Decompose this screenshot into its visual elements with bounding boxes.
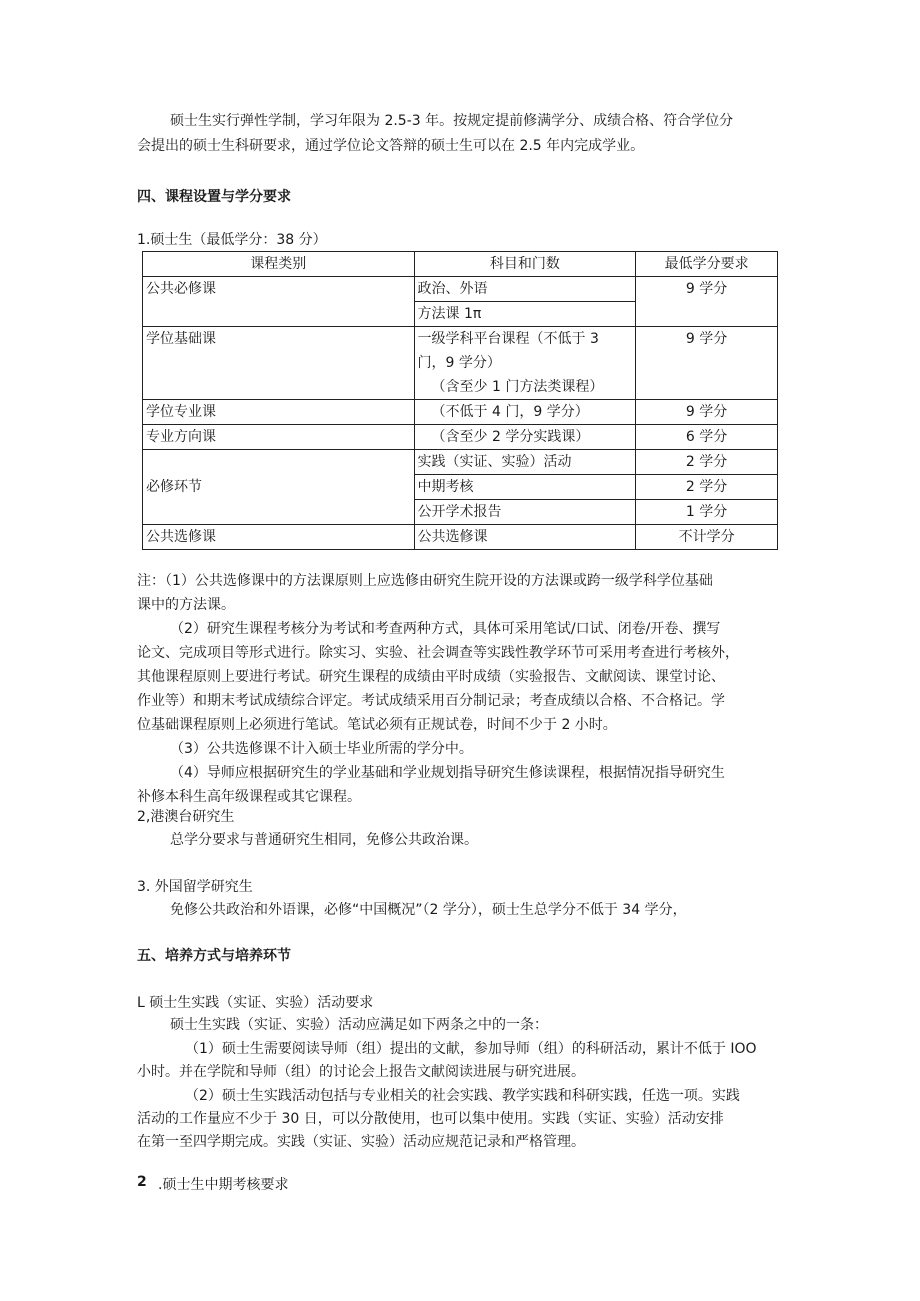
masters-subheading: 1.硕士生（最低学分：38 分） — [137, 232, 327, 248]
note-3: （3）公共选修课不计入硕士毕业所需的学分中。 — [170, 741, 473, 757]
note-2-line-3: 其他课程原则上要进行考试。研究生课程的成绩由平时成绩（实验报告、文献阅读、课堂讨论、 — [137, 669, 725, 685]
category-direction: 专业方向课 — [143, 425, 415, 450]
intro-line-2: 会提出的硕士生科研要求，通过学位论文答辩的硕士生可以在 2.5 年内完成学业。 — [137, 138, 645, 154]
credits-degree-basic: 9 学分 — [636, 327, 778, 400]
subject-direction: （含至少 2 学分实践课） — [414, 425, 636, 450]
credits-public-report: 1 学分 — [636, 500, 778, 525]
note-2-line-4: 作业等）和期末考试成绩综合评定。考试成绩采用百分制记录；考查成绩以合格、不合格记。学 — [137, 693, 725, 709]
subject-degree-basic — [414, 327, 636, 400]
hmt-text: 总学分要求与普通研究生相同，免修公共政治课。 — [170, 832, 478, 848]
credits-degree-major: 9 学分 — [636, 400, 778, 425]
section-5-heading: 五、培养方式与培养环节 — [137, 948, 291, 964]
practice-subheading: L 硕士生实践（实证、实验）活动要求 — [137, 995, 374, 1011]
subject-politics-language: 政治、外语 — [414, 277, 636, 302]
hmt-subheading: 2,港澳台研究生 — [137, 809, 235, 825]
note-4-line-2: 补修本科生高年级课程或其它课程。 — [137, 789, 361, 805]
note-2-line-5: 位基础课程原则上必须进行笔试。笔试必须有正规试卷，时间不少于 2 小时。 — [137, 717, 617, 733]
note-2-line-1: （2）研究生课程考核分为考试和考查两种方式，具体可采用笔试/口试、闭卷/开卷、撰写 — [170, 621, 721, 637]
credits-practice-activity: 2 学分 — [636, 450, 778, 475]
intro-line-1: 硕士生实行弹性学制，学习年限为 2.5-3 年。按规定提前修满学分、成绩合格、符合学位分 — [170, 113, 734, 129]
category-degree-basic: 学位基础课 — [143, 327, 415, 400]
note-4-line-1: （4）导师应根据研究生的学业基础和学业规划指导研究生修读课程，根据情况指导研究生 — [170, 765, 725, 781]
subject-public-elective: 公共选修课 — [414, 525, 636, 550]
note-1-line-2: 课中的方法课。 — [137, 597, 235, 613]
category-degree-major: 学位专业课 — [143, 400, 415, 425]
table-header-subject: 科目和门数 — [414, 252, 636, 277]
table-row — [143, 327, 778, 400]
subject-method-course: 方法课 1π — [414, 302, 636, 327]
table-row — [143, 425, 778, 450]
practice-option-1-line-1: （1）硕士生需要阅读导师（组）提出的文献，参加导师（组）的科研活动，累计不低于 IOO — [185, 1041, 757, 1057]
practice-option-2-line-3: 在第一至四学期完成。实践（实证、实验）活动应规范记录和严格管理。 — [137, 1134, 585, 1150]
table-header-row — [143, 252, 778, 277]
table-row — [143, 400, 778, 425]
practice-option-1-line-2: 小时。并在学院和导师（组）的讨论会上报告文献阅读进展与研究进展。 — [137, 1064, 585, 1080]
subject-degree-basic-line-2: 门，9 学分） — [417, 355, 501, 371]
midterm-subheading-number: 2 — [137, 1174, 147, 1190]
table-row — [143, 525, 778, 550]
table-row — [143, 277, 778, 302]
category-public-required: 公共必修课 — [143, 277, 415, 327]
subject-degree-basic-line-1: 一级学科平台课程（不低于 3 — [417, 331, 599, 347]
midterm-subheading: .硕士生中期考核要求 — [158, 1177, 289, 1193]
subject-practice-activity: 实践（实证、实验）活动 — [414, 450, 636, 475]
foreign-text: 免修公共政治和外语课，必修“中国概况”（2 学分），硕士生总学分不低于 34 学分， — [170, 902, 687, 918]
practice-option-2-line-1: （2）硕士生实践活动包括与专业相关的社会实践、教学实践和科研实践，任选一项。实践 — [185, 1088, 740, 1104]
section-4-heading: 四、课程设置与学分要求 — [137, 189, 291, 205]
category-public-elective: 公共选修课 — [143, 525, 415, 550]
subject-degree-major: （不低于 4 门，9 学分） — [414, 400, 636, 425]
foreign-subheading: 3. 外国留学研究生 — [137, 879, 253, 895]
practice-option-2-line-2: 活动的工作量应不少于 30 日，可以分散使用，也可以集中使用。实践（实证、实验）活动安排 — [137, 1111, 724, 1127]
note-1-line-1: 注：（1）公共选修课中的方法课原则上应选修由研究生院开设的方法课或跨一级学科学位基础 — [137, 573, 713, 589]
credits-direction: 6 学分 — [636, 425, 778, 450]
subject-public-report: 公开学术报告 — [414, 500, 636, 525]
table-header-category: 课程类别 — [143, 252, 415, 277]
category-required-links: 必修环节 — [143, 450, 415, 525]
subject-midterm-review: 中期考核 — [414, 475, 636, 500]
course-credit-table — [142, 251, 778, 550]
subject-degree-basic-line-3: （含至少 1 门方法类课程） — [431, 379, 604, 395]
table-row — [143, 450, 778, 475]
credits-public-elective: 不计学分 — [636, 525, 778, 550]
credits-public-required: 9 学分 — [636, 277, 778, 327]
credits-midterm-review: 2 学分 — [636, 475, 778, 500]
table-header-credits: 最低学分要求 — [636, 252, 778, 277]
practice-intro: 硕士生实践（实证、实验）活动应满足如下两条之中的一条： — [170, 1017, 548, 1033]
note-2-line-2: 论文、完成项目等形式进行。除实习、实验、社会调查等实践性教学环节可采用考查进行考核外， — [137, 645, 739, 661]
